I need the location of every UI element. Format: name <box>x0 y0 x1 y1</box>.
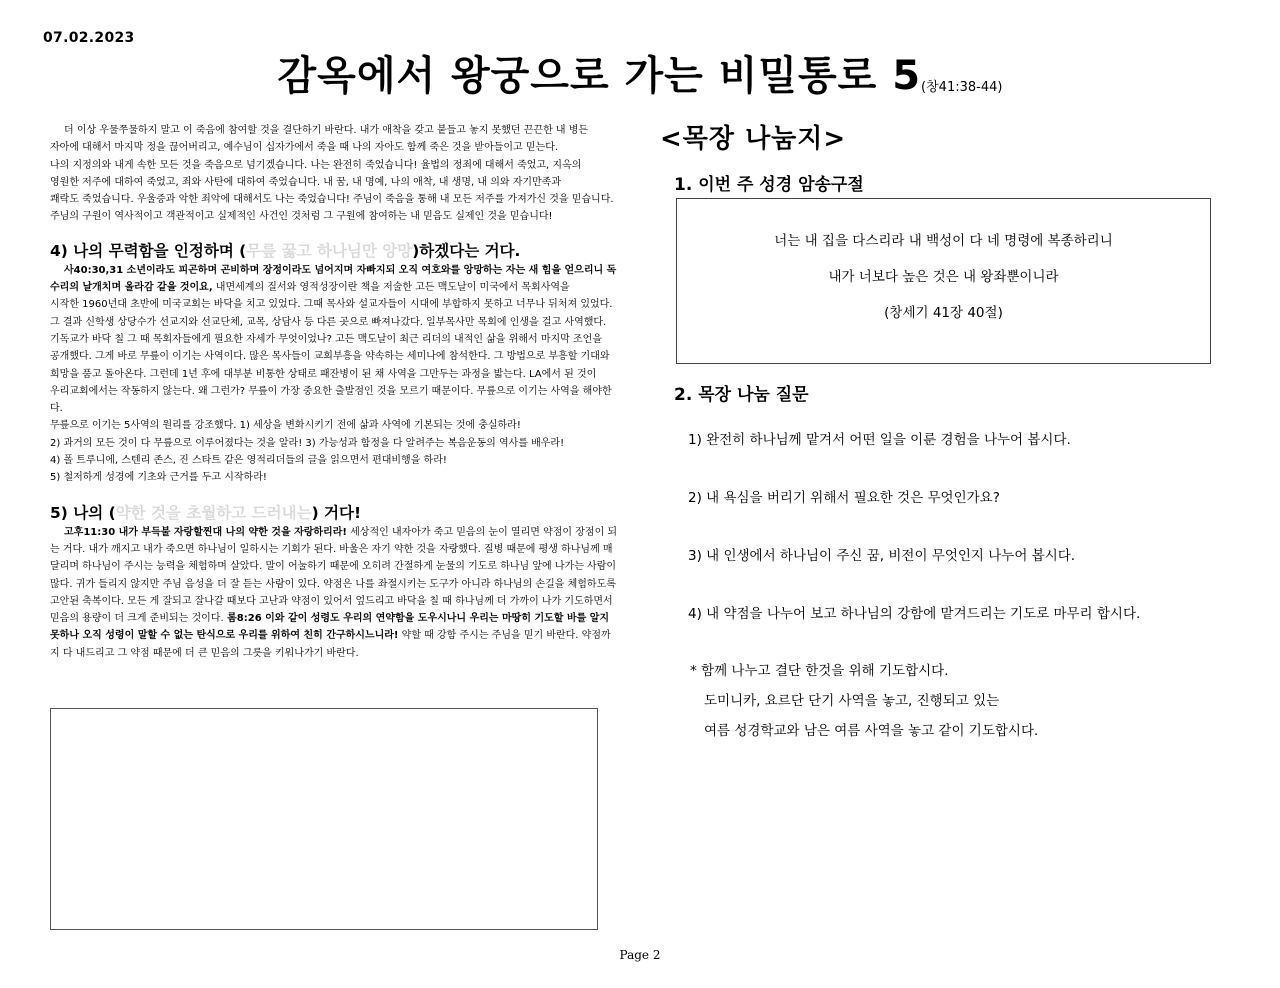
memory-verse-box <box>676 198 1211 364</box>
verse-line: 내가 너보다 높은 것은 내 왕좌뿐이니라 <box>828 269 1059 285</box>
body-line: 5) 철저하게 성경에 기초와 근거를 두고 시작하라! <box>50 472 267 484</box>
body-line: 공개했다. 그게 바로 무릎이 이기는 사역이다. 많은 목사들이 교회부흥을 약속하는 세미나에 참석한다. 그 방법으로 부흥할 기대와 <box>50 351 610 363</box>
intro-line: 쾌락도 죽었습니다. 우울증과 악한 죄악에 대해서도 나는 죽었습니다! 주님이 죽음을 통해 내 모든 저주를 가져가신 것을 믿습니다. <box>50 194 614 206</box>
page-number: Page 2 <box>619 948 661 962</box>
notes-box <box>50 708 598 930</box>
verse-reference: (창세기 41장 40절) <box>884 305 1003 321</box>
body-text: 내면세계의 질서와 영적성장이란 책을 저술한 고든 맥도날이 미국에서 목회사역을 <box>212 282 570 294</box>
body-line: 무릎으로 이기는 5사역의 원리를 강조했다. 1) 세상을 변화시키기 전에 삶과 사역에 기본되는 것에 충실하라! <box>50 420 521 432</box>
scripture-quote: 롬8:26 이와 같이 성령도 우리의 연약함을 도우시나니 우리는 마땅히 기도할 바를 알지 못하나 오직 성령이 말할 수 없는 탄식으로 우리를 위하여 친히 간구하시느니라! <box>50 613 610 642</box>
prayer-request: 도미니카, 요르단 단기 사역을 놓고, 진행되고 있는 <box>704 693 1000 709</box>
intro-line: 나의 지정의와 내게 속한 모든 것을 죽음으로 넘기겠습니다. 나는 완전히 죽었습니다! 율법의 정죄에 대해서 죽었고, 지옥의 <box>50 159 582 171</box>
intro-line: 주님의 구원이 역사적이고 객관적이고 실제적인 사건인 것처럼 그 구원에 참여하는 내 믿음도 실제인 것을 믿습니다! <box>50 211 553 223</box>
body-line: 우리교회에서는 작동하지 않는다. 왜 그런가? 무릎이 가장 중요한 출발점인 것을 모르기 때문이다. 무릎으로 이기는 사역을 해야한다. <box>50 385 612 415</box>
section-5-heading: 5) 나의 (약한 것을 초월하고 드러내는) 거다! <box>50 503 362 522</box>
intro-line: 더 이상 우물쭈물하지 말고 이 죽음에 참여할 것을 결단하기 바란다. 내가 애착을 갖고 붙들고 놓지 못했던 끈끈한 내 병든 <box>64 125 589 136</box>
faded-keyword: 약한 것을 초월하고 드러내는 <box>115 503 312 522</box>
question-item: 4) 내 약점을 나누어 보고 하나님의 강함에 맡겨드리는 기도로 마무리 합시다. <box>688 606 1141 622</box>
questions-heading: 2. 목장 나눔 질문 <box>674 385 809 405</box>
section-4-body <box>50 262 618 487</box>
memory-verse-heading: 1. 이번 주 성경 암송구절 <box>674 175 864 195</box>
body-line: 그 결과 신학생 상당수가 선교지와 선교단체, 교목, 상담사 등 다른 곳으로 빠져나갔다. 일부목사만 목회에 인생을 걸고 사역했다. <box>50 316 607 328</box>
section-5-body <box>50 524 618 662</box>
verse-line: 너는 내 집을 다스리라 내 백성이 다 네 명령에 복종하리니 <box>774 233 1113 249</box>
title-scripture-ref: (창41:38-44) <box>921 80 1003 95</box>
intro-line: 영원한 저주에 대하여 죽었고, 죄와 사탄에 대하여 죽었습니다. 내 꿈, 내 명예, 나의 애착, 내 생명, 내 의와 자기만족과 <box>50 176 561 188</box>
sermon-column <box>50 122 618 662</box>
intro-line: 자아에 대해서 마지막 정을 끊어버리고, 예수님이 십자가에서 죽을 때 나의 자아도 함께 죽은 것을 받아들이고 믿는다. <box>50 142 559 154</box>
body-line: 희망을 품고 돌아온다. 그런데 1년 후에 대부분 비통한 상태로 패잔병이 된 채 사역을 그만두는 과정을 밟는다. LA에서 된 것이 <box>50 368 597 380</box>
body-line: 기독교가 바닥 칠 그 때 목회자들에게 필요한 자세가 무엇이었나? 고든 맥도날이 최근 리더의 내적인 삶을 위해서 마지막 조언을 <box>50 333 603 345</box>
group-sharing-column <box>660 118 1260 739</box>
prayer-request: * 함께 나누고 결단 한것을 위해 기도합시다. <box>690 663 949 679</box>
prayer-request: 여름 성경학교와 남은 여름 사역을 놓고 같이 기도합시다. <box>704 723 1039 739</box>
title-main: 감옥에서 왕궁으로 가는 비밀통로 5 <box>277 53 922 99</box>
scripture-quote: 사40:30,31 소년이라도 피곤하며 곤비하며 장정이라도 넘어지며 자빠지되 오직 여호와를 앙망하는 자는 새 힘을 얻으리니 독수리의 날개치며 올라감 같을 것이요, <box>50 264 617 294</box>
scripture-quote: 고후11:30 내가 부득불 자랑할찐대 나의 약한 것을 자랑하리라! <box>64 526 347 538</box>
question-item: 3) 내 인생에서 하나님이 주신 꿈, 비전이 무엇인지 나누어 봅시다. <box>688 548 1076 564</box>
question-item: 1) 완전히 하나님께 맡겨서 어떤 일을 이룬 경험을 나누어 봅시다. <box>688 432 1071 448</box>
date: 07.02.2023 <box>43 30 135 46</box>
page-title <box>0 44 1280 101</box>
question-item: 2) 내 욕심을 버리기 위해서 필요한 것은 무엇인가요? <box>688 490 1000 506</box>
sharing-title: <목장 나눔지> <box>660 124 847 154</box>
body-text: 세상적인 내자아가 죽고 믿음의 눈이 열리면 약점이 장점이 되는 거다. 내가 깨지고 내가 죽으면 하나님이 일하시는 기회가 된다. 바울은 자기 약한 것을 자랑했다. 질병 때문에 평생 하나님께 매달리며 하나님이 주시는 능력을 체험하며 살았다. 말이 어눌하기 때문에 오히려 간절하게 눈물의 기도로 하나님 앞에 나가는 사람이 많다. 귀가 들리지 않지만 주님 음성을 더 잘 듣는 사람이 있다. 약점은 나를 좌절시키는 도구가 아니라 하나님의 손길을 체험하도록 고안된 축복이다. 모든 게 잘되고 잘나갈 때보다 고난과 약점이 있어서 엎드리고 바닥을 칠 때 하나님께 더 가까이 나가 기도하면서 믿음의 용량이 더 크게 준비되는 것이다. <box>50 526 618 625</box>
faded-keyword: 무릎 꿇고 하나님만 앙망 <box>246 241 413 260</box>
intro-paragraph <box>50 122 618 226</box>
body-line: 2) 과거의 모든 것이 다 무릎으로 이루어졌다는 것을 알라! 3) 가능성과 함정을 다 알려주는 복음운동의 역사를 배우라! <box>50 437 565 449</box>
section-4-heading: 4) 나의 무력함을 인정하며 (무릎 꿇고 하나님만 앙망)하겠다는 거다. <box>50 241 521 260</box>
body-line: 4) 폴 트루니에, 스텐리 존스, 진 스타트 같은 영적리더들의 글을 읽으면서 편대비행을 하라! <box>50 455 447 467</box>
body-text: 약할 때 강함 주시는 주님을 믿기 바란다. 약점까지 다 내드리고 그 약점 때문에 더 큰 믿음의 그릇을 키워나가기 바란다. <box>50 630 611 659</box>
body-line: 시작한 1960년대 초반에 미국교회는 바닥을 치고 있었다. 그때 목사와 설교자들이 시대에 부합하지 못하고 너무나 뒤처져 있었다. <box>50 299 613 311</box>
